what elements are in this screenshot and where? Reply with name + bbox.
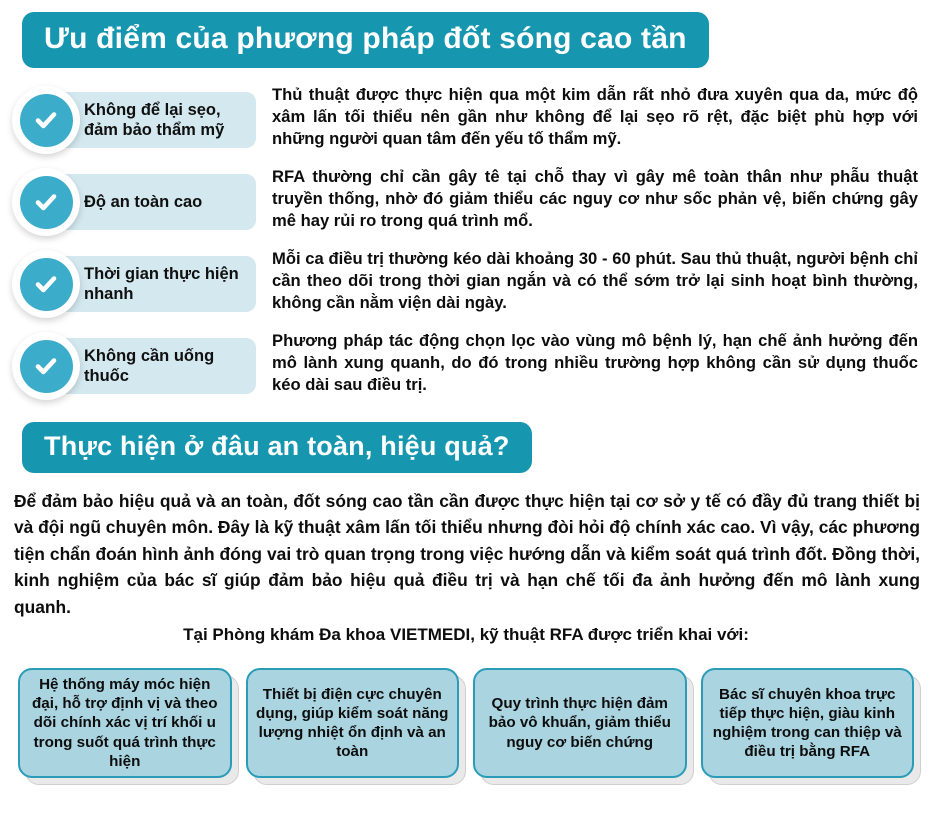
clinic-intro-line: Tại Phòng khám Đa khoa VIETMEDI, kỹ thuật RFA được triển khai với:: [183, 625, 749, 644]
feature-label: Thời gian thực hiện nhanh: [84, 264, 239, 303]
card-text: Quy trình thực hiện đảm bảo vô khuẩn, giảm thiểu nguy cơ biến chứng: [488, 695, 671, 751]
feature-label: Độ an toàn cao: [84, 192, 203, 211]
capability-card: [701, 668, 915, 778]
feature-description: RFA thường chỉ cần gây tê tại chỗ thay vì gây mê toàn thân như phẫu thuật truyền thống, nhờ đó giảm thiểu các nguy cơ như sốc phản vệ, biến chứng gây mê hay rủi ro trong quá trình mổ.: [272, 167, 918, 231]
check-circle-icon: [12, 86, 80, 154]
section-two-banner: Thực hiện ở đâu an toàn, hiệu quả?: [22, 422, 532, 473]
feature-label: Không để lại sẹo, đảm bảo thẩm mỹ: [84, 100, 225, 139]
feature-row: [0, 166, 932, 246]
section-one-banner: Ưu điểm của phương pháp đốt sóng cao tần: [22, 12, 709, 68]
capability-card: [473, 668, 687, 778]
capability-card-list: [18, 668, 914, 778]
check-circle-icon: [12, 332, 80, 400]
capability-card: [18, 668, 232, 778]
feature-row: [0, 84, 932, 164]
feature-description: Mỗi ca điều trị thường kéo dài khoảng 30 - 60 phút. Sau thủ thuật, người bệnh chỉ cần theo dõi trong thời gian ngắn và có thể sớm trở lại sinh hoạt bình thường, không cần nằm viện dài ngày.: [272, 249, 918, 313]
feature-list: [0, 84, 932, 410]
card-text: Bác sĩ chuyên khoa trực tiếp thực hiện, giàu kinh nghiệm trong can thiệp và điều trị bằng RFA: [712, 685, 902, 761]
check-circle-icon: [12, 168, 80, 236]
section-two-paragraph: Để đảm bảo hiệu quả và an toàn, đốt sóng cao tần cần được thực hiện tại cơ sở y tế có đầy đủ trang thiết bị và đội ngũ chuyên môn. Đây là kỹ thuật xâm lấn tối thiểu nhưng đòi hỏi độ chính xác cao. Vì vậy, các phương tiện chẩn đoán hình ảnh đóng vai trò quan trọng trong việc hướng dẫn và kiểm soát quá trình đốt. Đồng thời, kinh nghiệm của bác sĩ giúp đảm bảo hiệu quả điều trị và hạn chế tối đa ảnh hưởng đến mô lành xung quanh.: [14, 491, 920, 617]
feature-description: Thủ thuật được thực hiện qua một kim dẫn rất nhỏ đưa xuyên qua da, mức độ xâm lấn tối thiểu nên gần như không để lại sẹo rõ rệt, đặc biệt phù hợp với những người quan tâm đến yếu tố thẩm mỹ.: [272, 85, 918, 149]
card-text: Hệ thống máy móc hiện đại, hỗ trợ định vị và theo dõi chính xác vị trí khối u trong suốt quá trình thực hiện: [32, 676, 218, 770]
check-circle-icon: [12, 250, 80, 318]
feature-label: Không cần uống thuốc: [84, 346, 215, 385]
capability-card: [246, 668, 460, 778]
card-text: Thiết bị điện cực chuyên dụng, giúp kiểm soát năng lượng nhiệt ổn định và an toàn: [256, 685, 449, 761]
feature-description: Phương pháp tác động chọn lọc vào vùng mô bệnh lý, hạn chế ảnh hưởng đến mô lành xung quanh, do đó trong nhiều trường hợp không cần sử dụng thuốc kéo dài sau điều trị.: [272, 331, 918, 395]
feature-row: [0, 330, 932, 410]
feature-row: [0, 248, 932, 328]
